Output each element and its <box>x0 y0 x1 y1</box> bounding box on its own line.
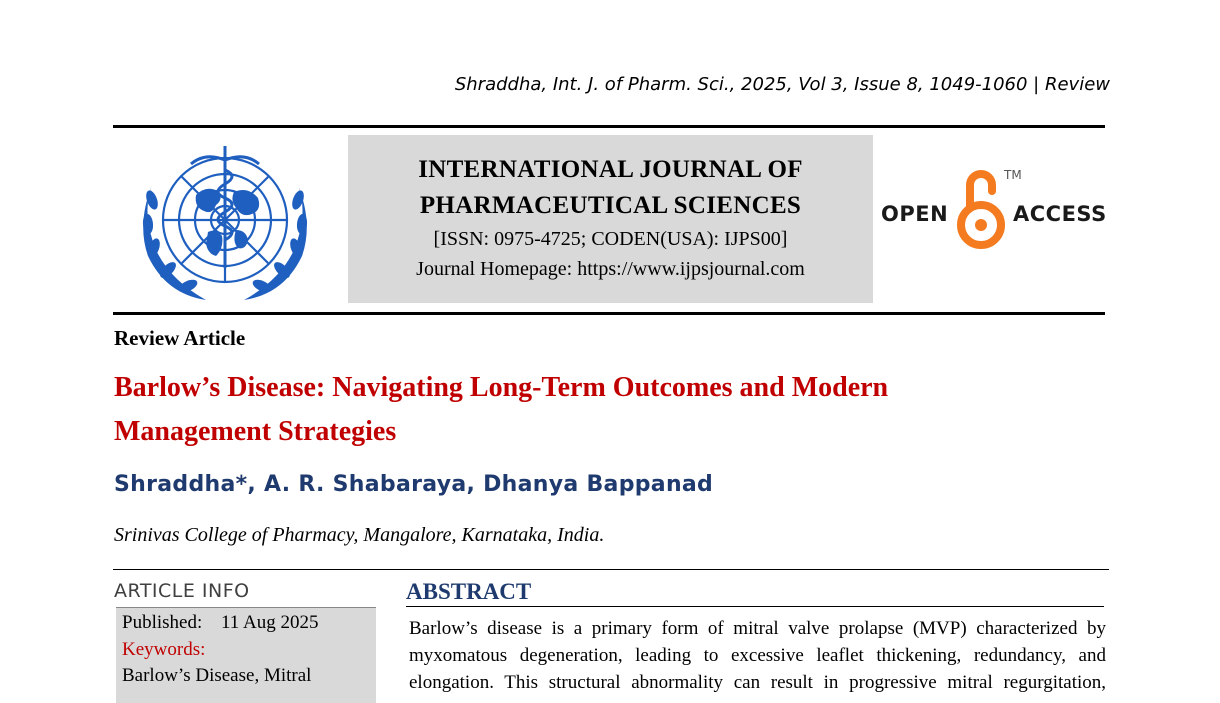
journal-masthead <box>348 135 873 303</box>
abstract-heading: ABSTRACT <box>406 579 532 604</box>
published-line <box>122 612 318 634</box>
journal-homepage[interactable]: Journal Homepage: https://www.ijpsjournal.com <box>416 258 805 280</box>
article-title-line1: Barlow’s Disease: Navigating Long-Term Outcomes and Modern <box>114 372 889 403</box>
journal-logo <box>126 140 324 306</box>
article-info-heading: ARTICLE INFO <box>114 580 250 602</box>
article-authors: Shraddha*, A. R. Shabaraya, Dhanya Bappanad <box>114 472 714 497</box>
open-access-logo <box>881 165 1111 255</box>
published-date: 11 Aug 2025 <box>220 612 319 633</box>
abstract-line: Barlow’s disease is a primary form of mitral valve prolapse (MVP) characterized by <box>409 618 1106 639</box>
header-rule-top <box>113 125 1105 128</box>
open-access-left-text: OPEN <box>881 202 949 226</box>
journal-name-line2: PHARMACEUTICAL SCIENCES <box>419 192 802 219</box>
citation-header: Shraddha, Int. J. of Pharm. Sci., 2025, Vol 3, Issue 8, 1049-1060 | Review <box>454 74 1110 95</box>
open-access-right-text: ACCESS <box>1013 202 1107 226</box>
keywords-value: Barlow’s Disease, Mitral <box>122 665 312 686</box>
un-emblem-caduceus-icon <box>126 140 324 306</box>
open-access-lock-icon <box>956 165 1006 251</box>
article-type: Review Article <box>114 326 246 350</box>
article-affiliation: Srinivas College of Pharmacy, Mangalore, Karnataka, India. <box>114 524 605 546</box>
abstract-line: elongation. This structural abnormality can result in progressive mitral regurgitation, <box>409 672 1106 693</box>
section-divider <box>113 569 1109 570</box>
abstract-rule <box>406 606 1104 607</box>
trademark-mark: TM <box>1004 168 1022 182</box>
header-rule-bottom <box>113 312 1105 315</box>
article-title <box>114 366 1074 454</box>
published-label: Published: <box>122 612 203 633</box>
article-info-box <box>116 607 376 703</box>
keywords-label: Keywords: <box>122 639 206 660</box>
abstract-body <box>409 615 1106 696</box>
journal-issn: [ISSN: 0975-4725; CODEN(USA): IJPS00] <box>433 228 788 250</box>
article-title-line2: Management Strategies <box>114 416 397 447</box>
abstract-line: myxomatous degeneration, leading to excessive leaflet thickening, redundancy, and <box>409 645 1106 666</box>
journal-name-line1: INTERNATIONAL JOURNAL OF <box>418 156 803 183</box>
